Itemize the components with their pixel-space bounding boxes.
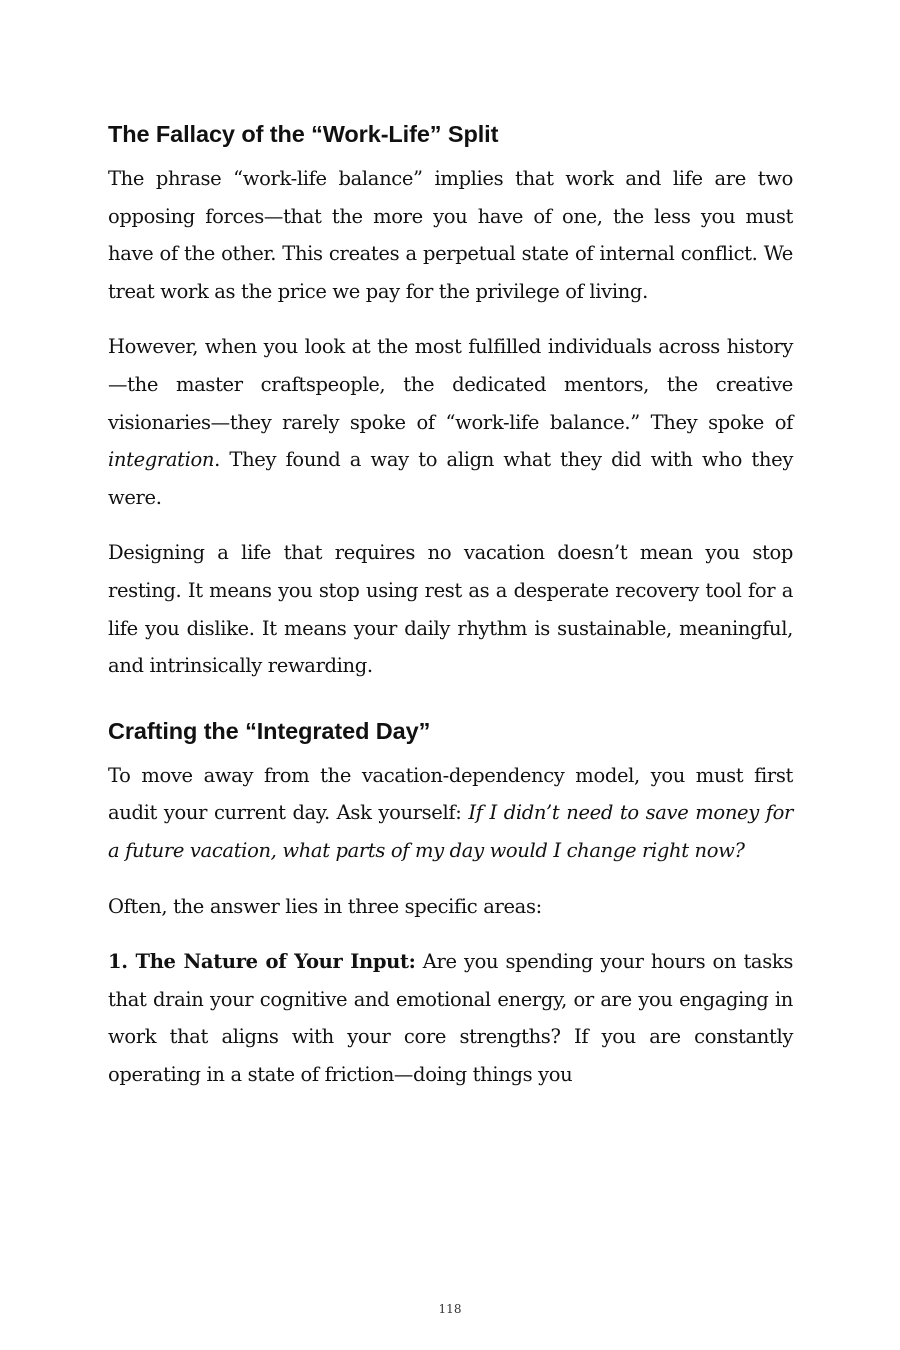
paragraph-work-life-balance: The phrase “work-life balance” implies that work and life are two opposing forces—that the more you have of one, the less you must have of the other. This creates a perpetual state of internal conflict. We treat work as the price we pay for the privilege of living. <box>108 167 793 303</box>
section-heading-fallacy: The Fallacy of the “Work-Life” Split <box>108 121 499 147</box>
paragraph-designing-life: Designing a life that requires no vacation doesn’t mean you stop resting. It means you stop using rest as a desperate recovery tool for a life you dislike. It means your daily rhythm is sustainable, meaningful, and intrinsically rewarding. <box>108 541 793 678</box>
page-number: 118 <box>438 1302 462 1316</box>
paragraph-fulfilled-individuals <box>108 328 793 516</box>
paragraph-three-areas: Often, the answer lies in three specific areas: <box>108 894 542 918</box>
list-item-lead: 1. The Nature of Your Input: <box>108 950 416 974</box>
paragraph-text: However, when you look at the most fulfilled individuals across history—the master craftspeople, the dedicated mentors, the creative visionaries—they rarely spoke of “work-life balance.” They spoke of <box>108 335 793 434</box>
paragraph-nature-of-input <box>108 943 793 1093</box>
paragraph-text: . They found a way to align what they did with who they were. <box>108 448 793 509</box>
section-heading-integrated-day: Crafting the “Integrated Day” <box>108 717 431 744</box>
page-body <box>108 116 793 1093</box>
paragraph-text: To move away from the vacation-dependency model, you must first audit your current day. Ask yourself: <box>108 763 793 825</box>
paragraph-text: Are you spending your hours on tasks that drain your cognitive and emotional energy, or are you engaging in work that aligns with your core strengths? If you are constantly operating in a state of friction—doing things you <box>108 950 793 1086</box>
emphasis-question: If I didn’t need to save money for a future vacation, what parts of my day would I change right now? <box>108 801 793 862</box>
paragraph-audit-day <box>108 757 793 870</box>
emphasis-integration: integration <box>108 448 215 472</box>
